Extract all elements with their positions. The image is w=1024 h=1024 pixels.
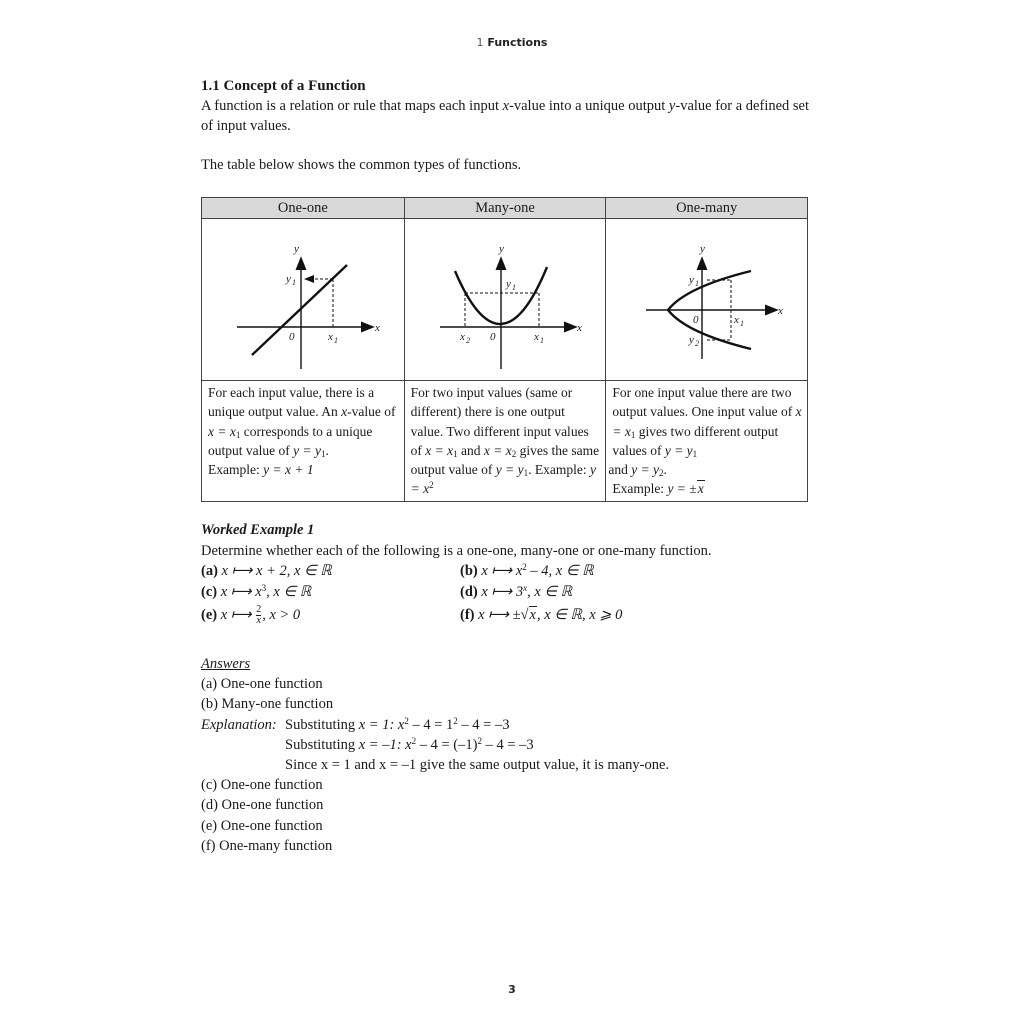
origin-label: 0: [289, 331, 295, 343]
subscript: 2: [659, 468, 664, 479]
answers-title: Answers: [201, 656, 251, 672]
part-e: [201, 602, 460, 626]
header-one-many: One-many: [606, 198, 808, 219]
graph-cell-one-one: [202, 219, 405, 381]
explanation-line-1: [201, 715, 821, 735]
y2-label: y: [689, 334, 695, 346]
origin-label: 0: [489, 331, 496, 343]
intro-paragraph: [201, 96, 821, 136]
explanation-pre: Substituting: [285, 736, 359, 753]
equation: x = 1: x: [358, 716, 405, 733]
table-intro: The table below shows the common types of functions.: [201, 157, 522, 173]
equation: – 4 = (–1): [416, 736, 478, 753]
x2-label: x: [459, 331, 465, 343]
one-one-graph: [202, 219, 405, 380]
part-expression: , x ∈ ℝ: [266, 583, 312, 600]
desc-one-one: [202, 381, 405, 502]
sqrt-radicand: x: [697, 481, 704, 497]
one-many-graph: [606, 219, 808, 380]
subscript: 1: [320, 448, 326, 459]
chapter-number: 1: [476, 36, 484, 49]
x1-sub: 1: [740, 319, 745, 328]
x-axis-label: x: [375, 322, 380, 334]
desc-text: For two input values (same or different) there is one output value. Two different input values of: [410, 385, 589, 458]
desc-text: -value of: [347, 404, 396, 420]
part-expression: x ⟼ 3: [481, 583, 524, 600]
chapter-title: Functions: [487, 36, 548, 49]
page-number: 3: [508, 983, 516, 996]
header-many-one: Many-one: [404, 198, 606, 219]
desc-text: and: [457, 442, 484, 458]
section-title: 1.1 Concept of a Function: [201, 78, 366, 94]
part-label: (d): [460, 583, 478, 600]
x1-label: x: [734, 314, 740, 326]
equation: x = x: [483, 442, 512, 458]
y1-label: y: [286, 273, 291, 285]
y1-label: y: [505, 278, 511, 290]
subscript: 1: [630, 429, 636, 440]
y1-sub: 1: [292, 278, 296, 287]
part-f: [460, 602, 760, 626]
explanation-pre: Substituting: [285, 716, 359, 733]
part-expression: – 4, x ∈ ℝ: [526, 563, 594, 579]
answer-b: (b) Many-one function: [201, 696, 334, 713]
graph-cell-many-one: [404, 219, 606, 381]
part-label: (f): [460, 607, 475, 623]
graph-cell-one-many: [606, 219, 808, 381]
y-axis-label: y: [498, 243, 504, 255]
part-label: (b): [460, 563, 478, 579]
worked-example-question: Determine whether each of the following is a one-one, many-one or one-many function.: [201, 542, 712, 559]
equation: x = x: [208, 423, 236, 439]
y-axis-label: y: [294, 243, 299, 255]
sqrt-radicand: x: [529, 607, 536, 623]
x1-sub: 1: [334, 336, 338, 345]
x-axis-label: x: [778, 305, 784, 317]
part-b: [460, 561, 760, 582]
var-x: x: [341, 404, 348, 420]
part-expression: x ⟼ x: [481, 563, 523, 579]
part-expression: , x ∈ ℝ: [527, 583, 573, 600]
x2-sub: 2: [465, 336, 470, 345]
var-y: y: [668, 98, 676, 114]
part-expression: , x ∈ ℝ, x ⩾ 0: [536, 607, 623, 623]
superscript: 3: [261, 582, 267, 593]
worked-example: [201, 520, 821, 626]
equation: – 4 = 1: [408, 716, 454, 733]
part-a: [201, 561, 460, 582]
answer-d: (d) One-one function: [201, 797, 324, 814]
y1-label: y: [689, 274, 695, 286]
x1-sub: 1: [539, 336, 544, 345]
equation: y = y: [631, 462, 660, 478]
superscript: 2: [411, 735, 417, 746]
equation: y = y: [664, 442, 693, 458]
function-types-table: [201, 197, 808, 502]
subscript: 1: [453, 448, 458, 459]
desc-text: For one input value there are two output values. One input value of: [612, 385, 796, 420]
part-d: [460, 582, 760, 603]
example-equation: y = x + 1: [263, 462, 314, 478]
subscript: 1: [523, 468, 529, 479]
equation: – 4 = –3: [457, 716, 510, 733]
y2-sub: 2: [695, 339, 700, 348]
explanation-label: Explanation:: [201, 716, 277, 733]
desc-text: gives the same output value of: [410, 442, 600, 478]
superscript: 2: [522, 562, 527, 572]
part-c: [201, 582, 460, 603]
equation: x = –1: x: [358, 736, 412, 753]
desc-text: .: [325, 442, 329, 458]
x1-label: x: [533, 331, 539, 343]
answers-section: [201, 654, 821, 856]
answer-a: (a) One-one function: [201, 676, 323, 693]
part-expression: , x > 0: [262, 607, 301, 623]
desc-text: For each input value, there is a unique output value. An: [208, 385, 375, 420]
worked-example-title: Worked Example 1: [201, 522, 315, 538]
example-label: Example:: [612, 481, 668, 497]
superscript: 2: [404, 715, 409, 726]
desc-text: gives two different output values of: [612, 423, 779, 458]
intro-text: A function is a relation or rule that maps each input: [201, 98, 503, 114]
answer-e: (e) One-one function: [201, 817, 323, 834]
subscript: 2: [511, 448, 517, 459]
denominator: x: [256, 615, 261, 627]
answer-f: (f) One-many function: [201, 837, 333, 854]
part-expression: x ⟼ x: [220, 583, 262, 600]
explanation-line-3: Since x = 1 and x = –1 give the same output value, it is many-one.: [285, 757, 670, 774]
superscript: 2: [453, 715, 458, 726]
numerator: 2: [256, 604, 262, 616]
part-label: (a): [201, 563, 218, 579]
x1-label: x: [328, 331, 333, 343]
desc-many-one: [404, 381, 606, 502]
intro-text: -value into a unique output: [509, 98, 669, 114]
header-one-one: One-one: [202, 198, 405, 219]
part-expression: x ⟼ x + 2, x ∈ ℝ: [221, 563, 332, 579]
equation: y = y: [495, 462, 524, 478]
y1-sub: 1: [695, 279, 700, 288]
x-axis-label: x: [576, 322, 582, 334]
part-expression: x ⟼ ±√: [478, 607, 529, 623]
subscript: 1: [692, 448, 698, 459]
superscript: 2: [477, 735, 482, 746]
example-label: Example:: [208, 462, 264, 478]
desc-text: and: [608, 462, 632, 478]
many-one-graph: [405, 219, 607, 380]
desc-text: .: [663, 462, 667, 478]
equation: x = x: [425, 442, 454, 458]
var-x: x: [502, 98, 510, 114]
intro-text: -value for a defined set of input values.: [201, 98, 810, 134]
superscript: 2: [429, 480, 434, 491]
part-label: (e): [201, 607, 218, 623]
fraction: [256, 605, 261, 626]
desc-one-many: [606, 381, 808, 502]
equation: x = x: [612, 404, 802, 439]
explanation-text: [285, 715, 509, 735]
origin-label: 0: [693, 314, 699, 326]
explanation-line-2: [201, 735, 821, 755]
y-axis-label: y: [700, 243, 706, 255]
running-head: [0, 36, 1024, 49]
desc-text: corresponds to a unique output value of: [208, 423, 373, 458]
desc-text: . Example:: [528, 462, 590, 478]
equation: y = y: [293, 442, 321, 458]
section-concept: [201, 76, 821, 175]
example-equation: y = x: [410, 462, 596, 497]
superscript: x: [523, 582, 528, 593]
y1-sub: 1: [511, 283, 516, 292]
part-label: (c): [201, 583, 218, 600]
upper-branch: [668, 271, 751, 310]
example-parts: [201, 561, 821, 626]
example-equation: y = ±: [667, 481, 697, 497]
subscript: 1: [235, 429, 241, 440]
equation: – 4 = –3: [481, 736, 534, 753]
part-expression: x ⟼: [220, 607, 256, 623]
answer-c: (c) One-one function: [201, 777, 323, 794]
